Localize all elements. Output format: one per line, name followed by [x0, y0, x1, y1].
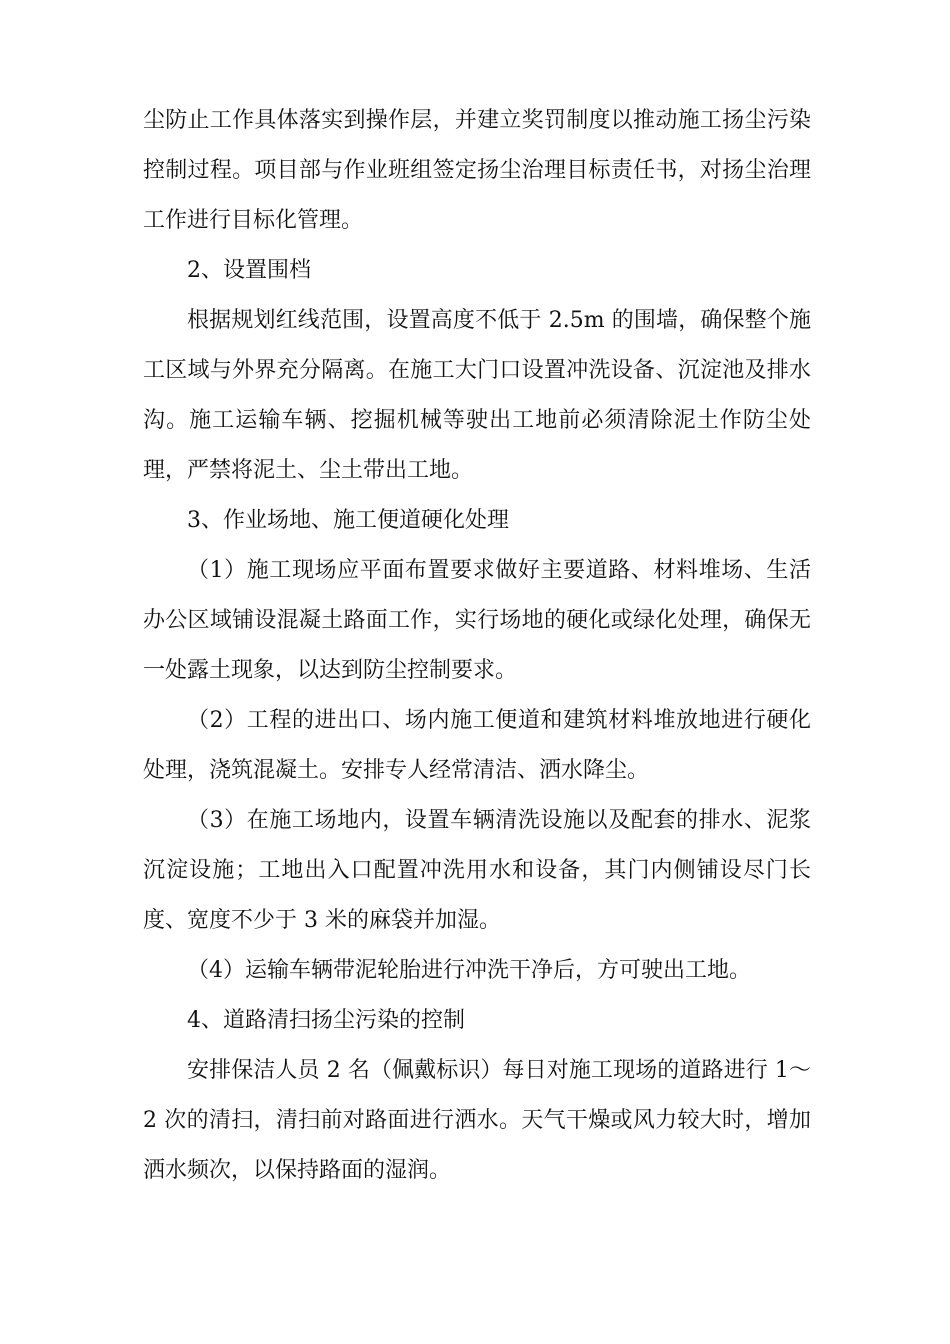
- paragraph-road-cleaning: 安排保洁人员 2 名（佩戴标识）每日对施工现场的道路进行 1～2 次的清扫，清扫前对路面进行洒水。天气干燥或风力较大时，增加洒水频次，以保持路面的湿润。: [143, 1058, 811, 1183]
- document-body: [143, 96, 811, 1196]
- section-heading-site-hardening: 3、作业场地、施工便道硬化处理: [187, 508, 509, 533]
- paragraph-enclosure: 根据规划红线范围，设置高度不低于 2.5m 的围墙，确保整个施工区域与外界充分隔离。在施工大门口设置冲洗设备、沉淀池及排水沟。施工运输车辆、挖掘机械等驶出工地前必须清除泥土作防尘处理，严禁将泥土、尘土带出工地。: [143, 308, 811, 483]
- paragraph-continued-dust-control: 尘防止工作具体落实到操作层，并建立奖罚制度以推动施工扬尘污染控制过程。项目部与作业班组签定扬尘治理目标责任书，对扬尘治理工作进行目标化管理。: [143, 108, 811, 233]
- paragraph-hardening-item-4: （4）运输车辆带泥轮胎进行冲洗干净后，方可驶出工地。: [187, 958, 751, 983]
- paragraph-hardening-item-3: （3）在施工场地内，设置车辆清洗设施以及配套的排水、泥浆沉淀设施；工地出入口配置冲洗用水和设备，其门内侧铺设尽门长度、宽度不少于 3 米的麻袋并加湿。: [143, 808, 811, 933]
- section-heading-road-cleaning: 4、道路清扫扬尘污染的控制: [187, 1008, 465, 1033]
- paragraph-hardening-item-1: （1）施工现场应平面布置要求做好主要道路、材料堆场、生活办公区域铺设混凝土路面工作，实行场地的硬化或绿化处理，确保无一处露土现象，以达到防尘控制要求。: [143, 558, 811, 683]
- paragraph-hardening-item-2: （2）工程的进出口、场内施工便道和建筑材料堆放地进行硬化处理，浇筑混凝土。安排专人经常清洁、洒水降尘。: [143, 708, 811, 783]
- section-heading-enclosure: 2、设置围档: [187, 258, 311, 283]
